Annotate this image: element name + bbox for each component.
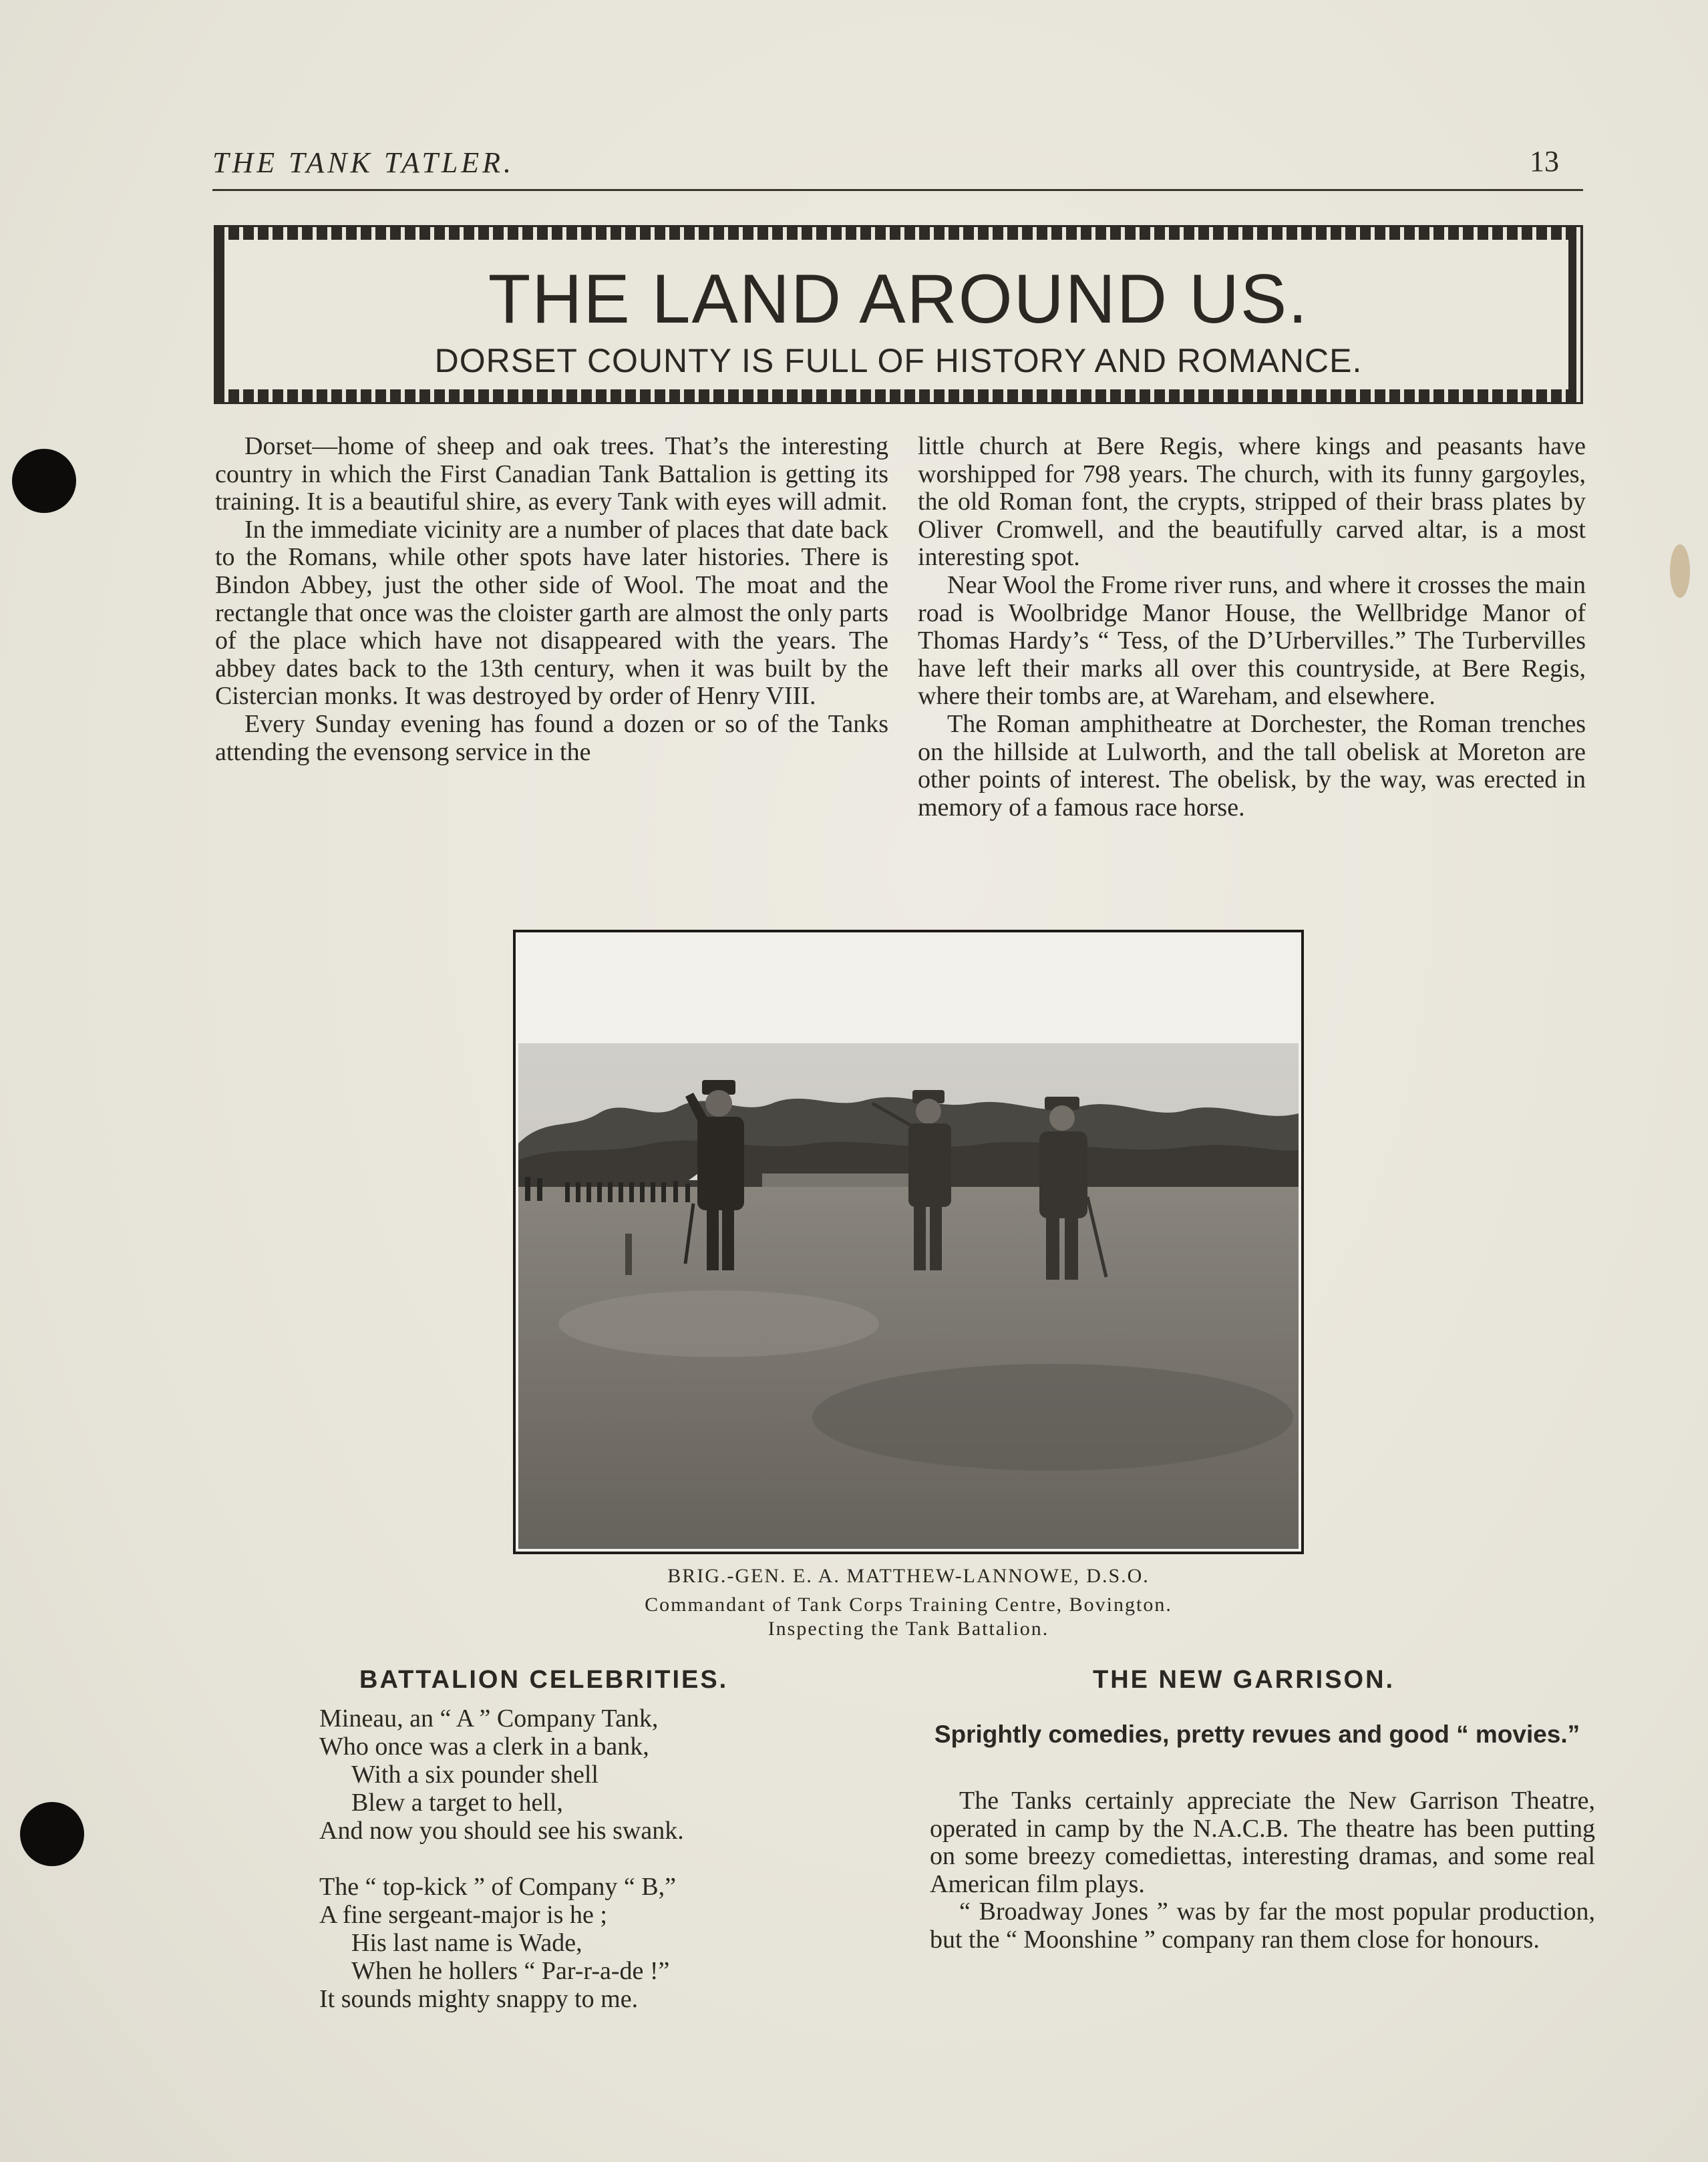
poem-line: With a six pounder shell — [351, 1761, 599, 1789]
poem-line: His last name is Wade, — [351, 1929, 582, 1957]
page-number: 13 — [1530, 145, 1559, 178]
stanza-gap — [319, 1845, 684, 1873]
paragraph: “ Broadway Jones ” was by far the most popular production, but the “ Moonshine ” company ran them close for honours. — [930, 1898, 1595, 1954]
poem-line: A fine sergeant-major is he ; — [319, 1901, 607, 1929]
paper-stain — [1670, 544, 1690, 598]
inspection-photo — [518, 1043, 1299, 1549]
paragraph: Near Wool the Frome river runs, and where it crosses the main road is Woolbridge Manor House, the Wellbridge Manor of Thomas Hardy’s “ Tess, of the D’Urbervilles.” The Turbervilles have left their marks all over this countryside, at Bere Regis, where their tombs are, at Wareham, and elsewhere. — [918, 570, 1586, 711]
paragraph: The Tanks certainly appreciate the New Garrison Theatre, operated in camp by the N.A.C.B. The theatre has been putting on some breezy comediettas, interesting dramas, and some real American film plays. — [930, 1787, 1595, 1898]
article-column-right — [918, 433, 1586, 822]
article-subtitle: DORSET COUNTY IS FULL OF HISTORY AND ROMANCE. — [434, 342, 1363, 379]
poem-line: Mineau, an “ A ” Company Tank, — [319, 1704, 659, 1733]
battalion-celebrities-heading: BATTALION CELEBRITIES. — [359, 1666, 729, 1694]
article-title: THE LAND AROUND US. — [488, 260, 1309, 338]
article-column-left — [215, 433, 888, 766]
photo-caption-line3: Inspecting the Tank Battalion. — [767, 1618, 1049, 1640]
punch-hole-top — [12, 449, 76, 513]
new-garrison-column — [930, 1787, 1595, 1954]
new-garrison-subheading: Sprightly comedies, pretty revues and good “ movies.” — [934, 1721, 1580, 1748]
poem-line: It sounds mighty snappy to me. — [319, 1985, 639, 2013]
photo-caption-line1: BRIG.-GEN. E. A. MATTHEW-LANNOWE, D.S.O. — [667, 1565, 1150, 1587]
battalion-celebrities-poem — [319, 1704, 684, 2013]
photo-caption-line2: Commandant of Tank Corps Training Centre, Bovington. — [645, 1594, 1172, 1616]
paragraph: The Roman amphitheatre at Dorchester, the Roman trenches on the hillside at Lulworth, and the tall obelisk at Moreton are other points of interest. The obelisk, by the way, was erected in memory of a famous race horse. — [918, 709, 1586, 822]
poem-line: And now you should see his swank. — [319, 1817, 684, 1845]
paragraph: Every Sunday evening has found a dozen or so of the Tanks attending the evensong service in the — [215, 709, 888, 766]
punch-hole-bottom — [20, 1802, 84, 1866]
paragraph: Dorset—home of sheep and oak trees. That’s the interesting country in which the First Canadian Tank Battalion is getting its training. It is a beautiful shire, as every Tank with eyes will admit. — [215, 432, 888, 516]
paragraph: little church at Bere Regis, where kings and peasants have worshipped for 798 years. The church, with its funny gargoyles, the old Roman font, the crypts, stripped of their brass plates by Oliver Cromwell, and the beautifully carved altar, is a most interesting spot. — [918, 432, 1586, 572]
poem-line: Blew a target to hell, — [351, 1789, 563, 1817]
running-header-title: THE TANK TATLER. — [212, 146, 515, 179]
poem-line: The “ top-kick ” of Company “ B,” — [319, 1873, 676, 1901]
paragraph: In the immediate vicinity are a number of places that date back to the Romans, while other spots have later histories. There is Bindon Abbey, just the other side of Wool. The moat and the rectangle that once was the cloister garth are almost the only parts of the place which have not disappeared with the years. The abbey dates back to the 13th century, when it was built by the Cistercian monks. It was destroyed by order of Henry VIII. — [215, 515, 888, 711]
poem-line: When he hollers “ Par-r-a-de !” — [351, 1957, 670, 1985]
header-rule — [212, 189, 1583, 191]
new-garrison-heading: THE NEW GARRISON. — [1093, 1666, 1395, 1694]
poem-line: Who once was a clerk in a bank, — [319, 1733, 649, 1761]
article-title-box — [214, 225, 1583, 404]
